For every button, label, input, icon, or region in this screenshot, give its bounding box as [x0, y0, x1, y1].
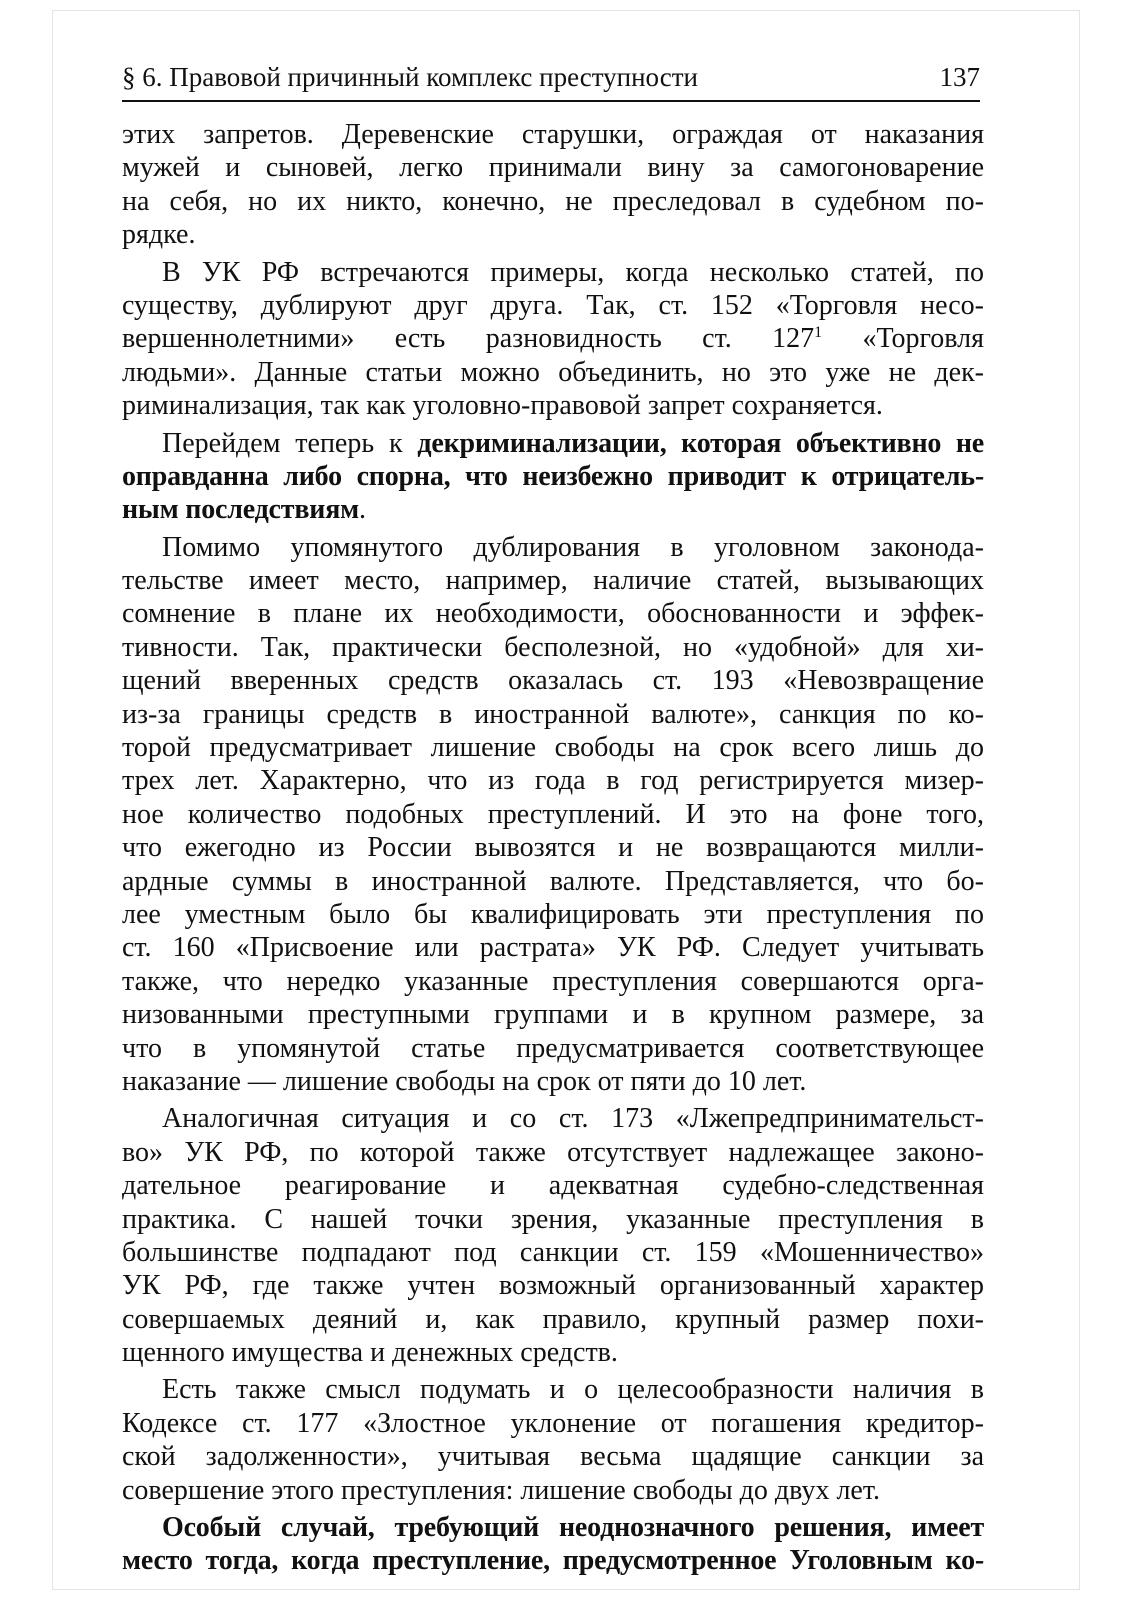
text-line: на себя, но их никто, конечно, не преследовал в судебном по-	[122, 185, 984, 217]
text-line: большинстве подпадают под санкции ст. 159 «Мошенничество»	[122, 1236, 984, 1268]
text-line: низованными преступными группами и в крупном размере, за	[122, 999, 984, 1031]
text-line: лее уместным было бы квалифицировать эти преступления по	[122, 898, 984, 930]
text-line: Перейдем теперь к декриминализации, которая объективно не	[162, 427, 984, 459]
paragraph	[122, 531, 984, 1099]
text-line: практика. С нашей точки зрения, указанные преступления в	[122, 1203, 984, 1235]
running-head	[122, 56, 980, 102]
text-line: Есть также смысл подумать и о целесообразности наличия в	[162, 1374, 984, 1406]
text-line: ным последствиям.	[122, 494, 367, 526]
text-line: ской задолженности», учитывая весьма щадящие санкции за	[122, 1441, 984, 1473]
text-line: трех лет. Характерно, что из года в год регистрируется мизер-	[122, 765, 984, 797]
text-line: мужей и сыновей, легко принимали вину за самогоноварение	[122, 152, 984, 184]
text-line: существу, дублируют друг друга. Так, ст. 152 «Торговля несо-	[122, 289, 984, 321]
text-line: ст. 160 «Присвоение или растрата» УК РФ. Следует учитывать	[122, 932, 984, 964]
text-line: Аналогичная ситуация и со ст. 173 «Лжепредпринимательст-	[162, 1103, 984, 1135]
text-line: что в упомянутой статье предусматривается соответствующее	[122, 1032, 984, 1064]
paragraph	[122, 1373, 984, 1507]
text-line-with-footnote: вершеннолетними» есть разновидность ст. $127^1$ «Торговля	[122, 323, 984, 355]
bold-text: декриминализации, которая объективно не	[417, 427, 984, 459]
text-line: Помимо упомянутого дублирования в уголовном законода-	[162, 531, 984, 563]
text-line: риминализация, так как уголовно-правовой запрет сохраняется.	[122, 390, 883, 422]
text-line: щений вверенных средств оказалась ст. 193 «Невозвращение	[122, 665, 984, 697]
bold-text: оправданна либо спорна, что неизбежно приводит к отрицатель-	[122, 460, 984, 492]
text-line: рядке.	[122, 219, 196, 251]
body-text	[122, 118, 984, 1578]
text-line: место тогда, когда преступление, предусмотренное Уголовным ко-	[122, 1545, 984, 1577]
text-line: ардные суммы в иностранной валюте. Представляется, что бо-	[122, 865, 984, 897]
text-line: совершение этого преступления: лишение свободы до двух лет.	[122, 1474, 880, 1506]
text-line	[122, 460, 984, 493]
bold-text: ным последствиям	[122, 494, 360, 526]
text-line: Особый случай, требующий неоднозначного решения, имеет	[162, 1512, 984, 1544]
paragraph	[122, 256, 984, 423]
text-line: этих запретов. Деревенские старушки, ограждая от наказания	[122, 119, 984, 150]
text-line: наказание — лишение свободы на срок от пяти до 10 лет.	[122, 1065, 807, 1097]
text-line: В УК РФ встречаются примеры, когда несколько статей, по	[162, 256, 984, 288]
footnote-superscript: 1	[814, 324, 823, 342]
paragraph	[122, 1102, 984, 1369]
text-line: также, что нередко указанные преступления совершаются орга-	[122, 965, 984, 997]
text-line: ное количество подобных преступлений. И это на фоне того,	[122, 798, 984, 830]
text-line: людьми». Данные статьи можно объединить, но это уже не дек-	[122, 356, 984, 388]
section-title: § 6. Правовой причинный комплекс преступности	[122, 62, 698, 92]
text-line: УК РФ, где также учтен возможный организованный характер	[122, 1270, 984, 1302]
text-line: дательное реагирование и адекватная судебно-следственная	[122, 1170, 984, 1202]
paragraph-emphasis	[122, 427, 984, 527]
paragraph-emphasis	[122, 1511, 984, 1578]
text-line: тельстве имеет место, например, наличие статей, вызывающих	[122, 565, 984, 597]
text-line: во» УК РФ, по которой также отсутствует надлежащее законо-	[122, 1136, 984, 1168]
text-line: сомнение в плане их необходимости, обоснованности и эффек-	[122, 598, 984, 630]
text-line: тивности. Так, практически бесполезной, но «удобной» для хи-	[122, 631, 984, 663]
text-line: торой предусматривает лишение свободы на срок всего лишь до	[122, 732, 984, 764]
text-line: что ежегодно из России вывозятся и не возвращаются милли-	[122, 832, 984, 864]
text-line: из-за границы средств в иностранной валюте», санкция по ко-	[122, 698, 984, 730]
text-line: щенного имущества и денежных средств.	[122, 1337, 618, 1369]
text-line: совершаемых деяний и, как правило, крупный размер похи-	[122, 1303, 984, 1335]
paragraph	[122, 118, 984, 252]
page-number: 137	[939, 62, 980, 92]
text-line: Кодексе ст. 177 «Злостное уклонение от погашения кредитор-	[122, 1407, 984, 1439]
